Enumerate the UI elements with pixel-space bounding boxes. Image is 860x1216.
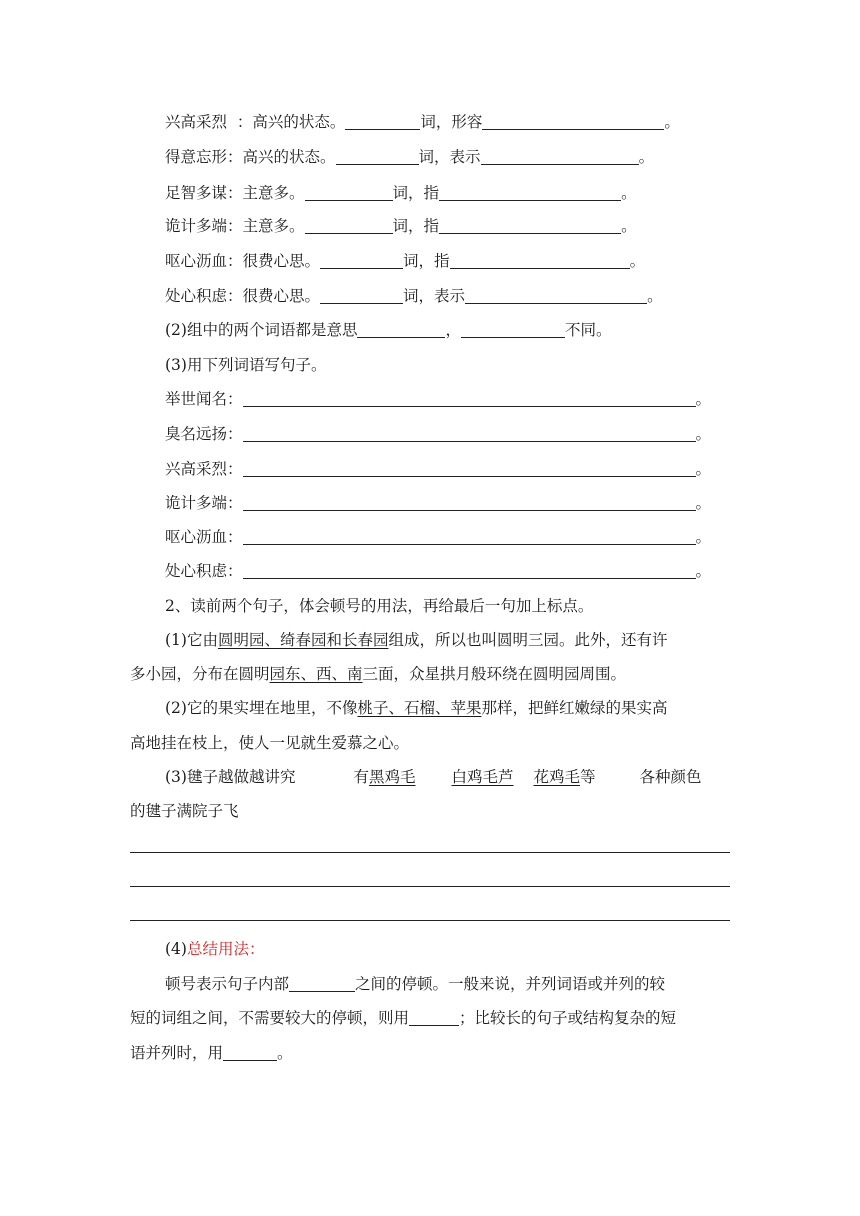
answer-blank[interactable]	[305, 184, 393, 201]
answer-blank[interactable]	[482, 113, 664, 130]
sentence-blank[interactable]	[243, 528, 696, 545]
paragraph-1-line-1: (1)它由圆明园、绮春园和长春园组成，所以也叫圆明三园。此外，还有许	[165, 631, 668, 649]
answer-blank[interactable]	[439, 184, 621, 201]
summary-line-1: 顿号表示句子内部 之间的停顿。一般来说，并列词语或并列的较	[165, 975, 666, 993]
def-row: 足智多谋：主意多。 词，指 。	[165, 184, 637, 202]
answer-blank[interactable]	[345, 113, 420, 130]
underlined-phrase: 白鸡毛芦	[451, 768, 514, 786]
term: 呕心沥血	[165, 252, 228, 270]
question-2: (2)组中的两个词语都是意思 ， 不同。	[165, 321, 612, 339]
term: 足智多谋	[165, 184, 228, 202]
sentence-row: 臭名远扬： 。	[165, 425, 712, 443]
underlined-phrase: 桃子、石榴、苹果	[357, 699, 482, 717]
answer-blank[interactable]	[320, 252, 403, 269]
term: 得意忘形	[165, 148, 228, 166]
paragraph-1-line-2: 多小园，分布在圆明园东、西、南三面，众星拱月般环绕在圆明园周围。	[130, 665, 627, 683]
underlined-phrase: 花鸡毛	[533, 768, 581, 786]
answer-blank[interactable]	[320, 287, 403, 304]
sentence-row: 处心积虑： 。	[165, 562, 712, 580]
answer-blank[interactable]	[409, 1009, 459, 1026]
sentence-row: 兴高采烈： 。	[165, 460, 712, 478]
def-row: 得意忘形：高兴的状态。 词，表示 。	[165, 148, 655, 166]
def-row: 呕心沥血：很费心思。 词，指 。	[165, 252, 646, 270]
sentence-row: 诡计多端： 。	[165, 494, 712, 512]
answer-blank[interactable]	[223, 1044, 277, 1061]
def-row: 处心积虑：很费心思。 词，表示 。	[165, 287, 663, 305]
sentence-blank[interactable]	[243, 390, 696, 407]
writing-line[interactable]	[130, 852, 730, 853]
answer-blank[interactable]	[439, 217, 621, 234]
answer-blank[interactable]	[289, 975, 355, 992]
sentence-blank[interactable]	[243, 494, 696, 511]
def-row: 兴高采烈 ：高兴的状态。 词，形容 。	[165, 113, 680, 131]
sentence-row: 呕心沥血： 。	[165, 528, 712, 546]
underlined-phrase: 园东、西、南	[269, 665, 363, 683]
term: 诡计多端	[165, 217, 228, 235]
underlined-phrase: 圆明园、绮春园和长春园	[217, 631, 389, 649]
sentence-blank[interactable]	[243, 562, 696, 579]
paragraph-3-line-2: 的毽子满院子飞	[130, 802, 239, 820]
writing-line[interactable]	[130, 920, 730, 921]
answer-blank[interactable]	[305, 217, 393, 234]
sentence-blank[interactable]	[243, 460, 696, 477]
def-row: 诡计多端：主意多。 词，指 。	[165, 217, 637, 235]
section-2-title: 2、读前两个句子，体会顿号的用法，再给最后一句加上标点。	[165, 597, 594, 615]
paragraph-2-line-1: (2)它的果实埋在地里，不像桃子、石榴、苹果那样，把鲜红嫩绿的果实高	[165, 699, 668, 717]
writing-line[interactable]	[130, 886, 730, 887]
answer-blank[interactable]	[357, 321, 445, 338]
paragraph-3-line-1: (3)毽子越做越讲究 有黑鸡毛 白鸡毛芦 花鸡毛等 各种颜色	[165, 768, 702, 786]
answer-blank[interactable]	[481, 148, 639, 165]
sentence-blank[interactable]	[243, 425, 696, 442]
paragraph-2-line-2: 高地挂在枝上，使人一见就生爱慕之心。	[130, 734, 410, 752]
sentence-row: 举世闻名： 。	[165, 390, 712, 408]
answer-blank[interactable]	[465, 287, 647, 304]
summary-line-3: 语并列时，用 。	[130, 1044, 293, 1062]
answer-blank[interactable]	[461, 321, 565, 338]
term: 兴高采烈	[165, 113, 228, 131]
summary-line-2: 短的词组之间，不需要较大的停顿，则用 ；比较长的句子或结构复杂的短	[130, 1009, 677, 1027]
answer-blank[interactable]	[336, 148, 419, 165]
question-3-title: (3)用下列词语写句子。	[165, 356, 327, 374]
term: 处心积虑	[165, 287, 228, 305]
underlined-phrase: 黑鸡毛	[368, 768, 416, 786]
question-4-title: (4)总结用法：	[165, 940, 265, 958]
answer-blank[interactable]	[450, 252, 630, 269]
